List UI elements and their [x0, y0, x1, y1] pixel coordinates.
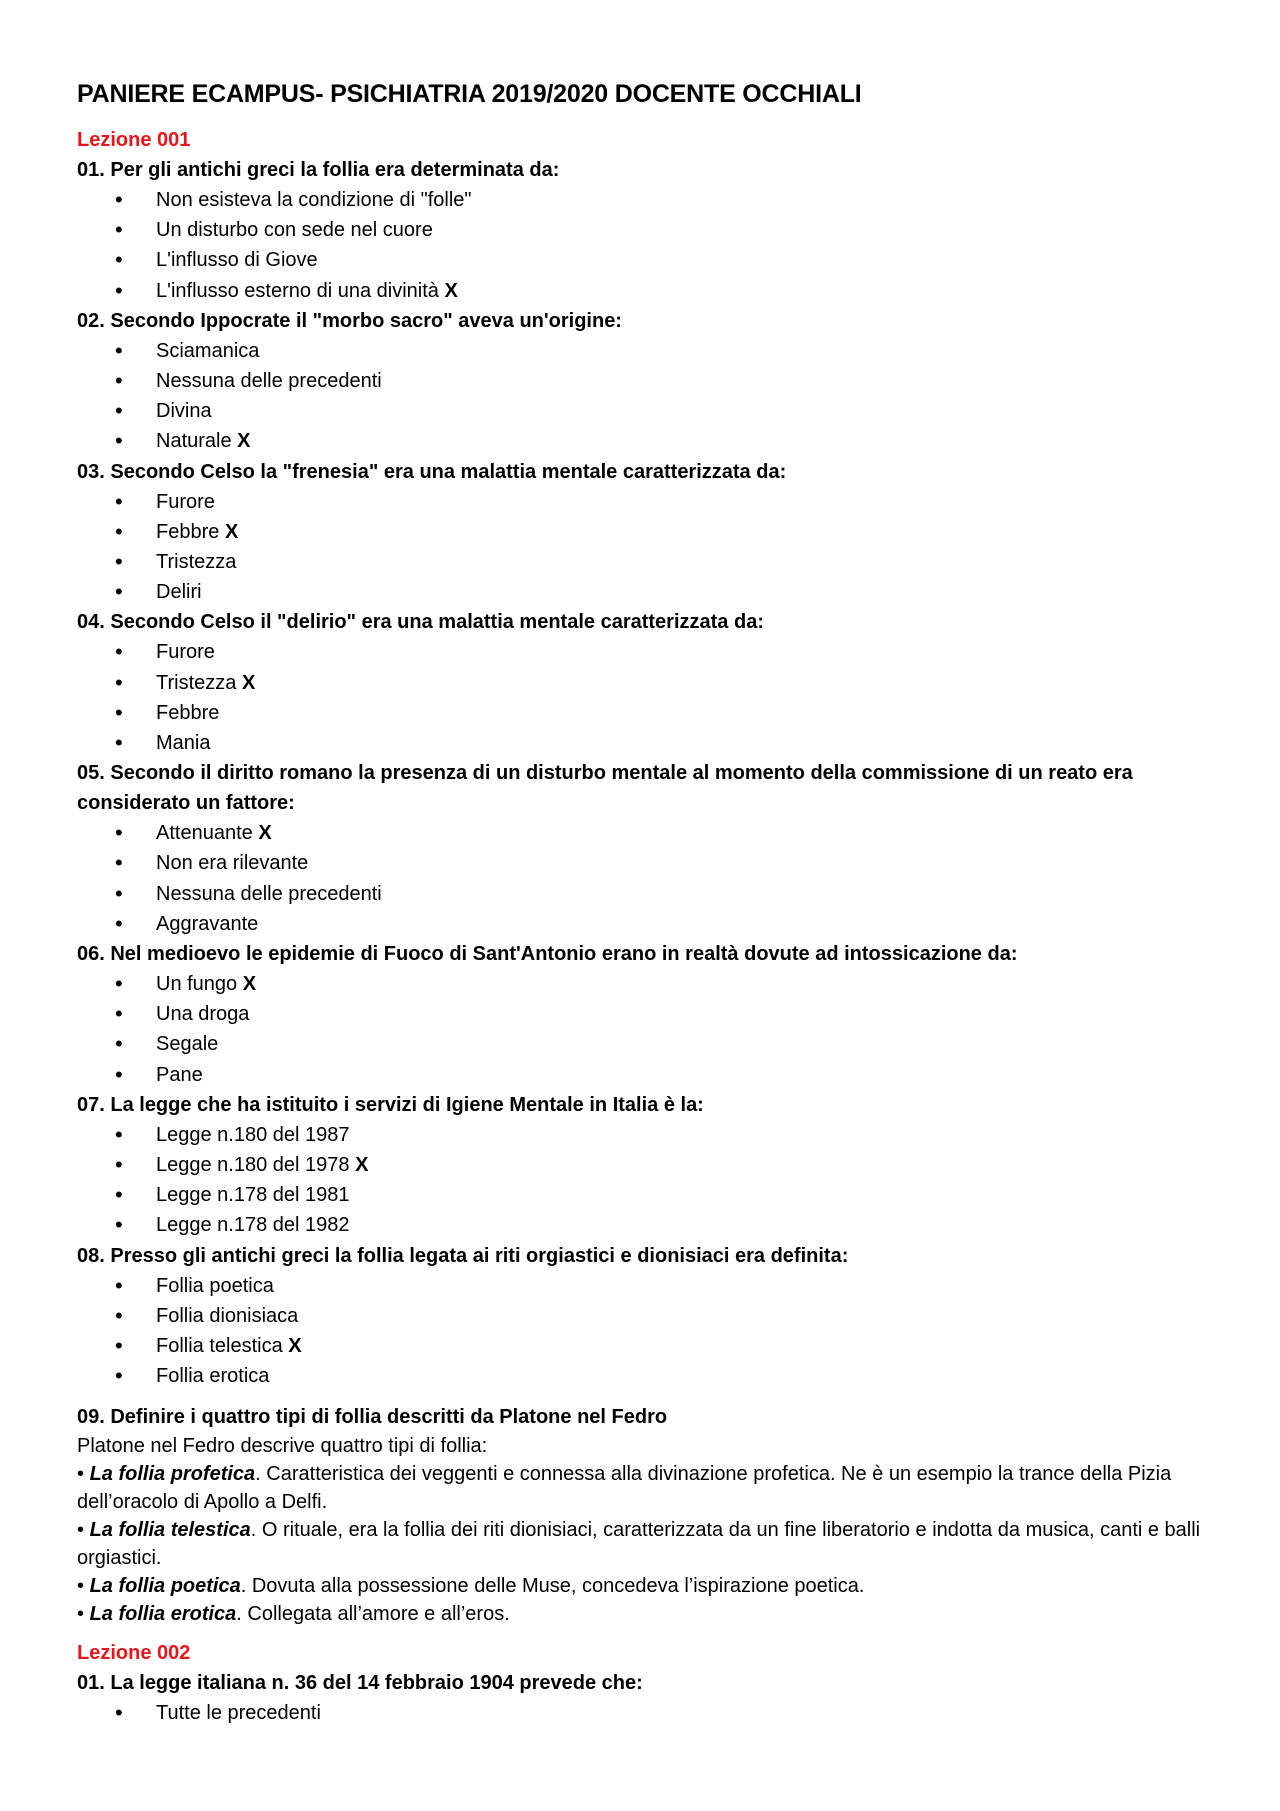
options-list [77, 487, 1217, 608]
correct-mark: X [224, 520, 239, 543]
answer-term: La follia erotica [89, 1602, 237, 1625]
option-item: • Legge n.180 del 1987 [77, 1120, 1217, 1150]
document-page [77, 80, 1217, 1728]
options-list [77, 336, 1217, 457]
option-item: • Nessuna delle precedenti [77, 366, 1217, 396]
question-block [77, 758, 1217, 939]
option-item: • Aggravante [77, 909, 1217, 939]
question-text: 04. Secondo Celso il "delirio" era una malattia mentale caratterizzata da: [77, 611, 764, 634]
question-text: 06. Nel medioevo le epidemie di Fuoco di Sant'Antonio erano in realtà dovute ad intossicazione da: [77, 943, 1018, 966]
lesson-label: Lezione 002 [77, 1641, 191, 1664]
option-item: • Tristezza X [77, 668, 1217, 698]
option-item: • Attenuante X [77, 818, 1217, 848]
lesson-section [77, 125, 1217, 1628]
correct-mark: X [237, 430, 251, 453]
option-item: • Febbre X [77, 517, 1217, 547]
options-list [77, 637, 1217, 758]
answer-item: • La follia telestica. O rituale, era la follia dei riti dionisiaci, caratterizzata da un fine liberatorio e indotta da musica, canti e balli orgiastici. [77, 1518, 1201, 1569]
option-item: • Furore [77, 487, 1217, 517]
option-item: • L'influsso di Giove [77, 245, 1217, 275]
question-text: 01. La legge italiana n. 36 del 14 febbraio 1904 prevede che: [77, 1671, 643, 1694]
option-item: • Tristezza [77, 547, 1217, 577]
question-text: 09. Definire i quattro tipi di follia descritti da Platone nel Fedro [77, 1405, 668, 1428]
question-text: 05. Secondo il diritto romano la presenza di un disturbo mentale al momento della commissione di un reato era considerato un fattore: [77, 762, 1133, 815]
options-list [77, 1120, 1217, 1241]
option-item: • Follia telestica X [77, 1331, 1217, 1361]
question-block [77, 1090, 1217, 1241]
options-list [77, 969, 1217, 1090]
option-item: • Tutte le precedenti [77, 1698, 1217, 1728]
correct-mark: X [258, 822, 272, 845]
option-item: • Deliri [77, 577, 1217, 607]
option-item: • Follia dionisiaca [77, 1301, 1217, 1331]
option-item: • Febbre [77, 698, 1217, 728]
option-item: • Non era rilevante [77, 848, 1217, 878]
correct-mark: X [242, 973, 257, 996]
answer-item: • La follia poetica. Dovuta alla possessione delle Muse, concedeva l’ispirazione poetica. [77, 1574, 865, 1597]
option-item: • Furore [77, 637, 1217, 667]
question-text: 03. Secondo Celso la "frenesia" era una malattia mentale caratterizzata da: [77, 460, 787, 483]
option-item: • Una droga [77, 999, 1217, 1029]
option-item: • Un disturbo con sede nel cuore [77, 215, 1217, 245]
option-item: • Mania [77, 728, 1217, 758]
option-item: • Follia erotica [77, 1361, 1217, 1391]
correct-mark: X [355, 1154, 369, 1177]
question-block [77, 939, 1217, 1090]
option-item: • Legge n.180 del 1978 X [77, 1150, 1217, 1180]
question-text: 02. Secondo Ippocrate il "morbo sacro" aveva un'origine: [77, 309, 622, 332]
options-list [77, 818, 1217, 939]
question-block [77, 306, 1217, 457]
options-list [77, 1698, 1217, 1728]
question-block [77, 1668, 1217, 1728]
question-text: 08. Presso gli antichi greci la follia legata ai riti orgiastici e dionisiaci era definita: [77, 1244, 849, 1267]
answer-term: La follia poetica [89, 1574, 241, 1597]
question-block [77, 457, 1217, 608]
option-item: • Sciamanica [77, 336, 1217, 366]
answer-term: La follia telestica [89, 1518, 251, 1541]
option-item: • L'influsso esterno di una divinità X [77, 276, 1217, 306]
correct-mark: X [241, 671, 256, 694]
option-item: • Follia poetica [77, 1271, 1217, 1301]
options-list [77, 1271, 1217, 1392]
option-item: • Segale [77, 1029, 1217, 1059]
correct-mark: X [444, 279, 458, 302]
answer-intro: Platone nel Fedro descrive quattro tipi di follia: [77, 1434, 488, 1457]
lesson-section [77, 1638, 1217, 1728]
option-item: • Naturale X [77, 426, 1217, 456]
answer-term: La follia profetica [89, 1462, 256, 1485]
option-item: • Divina [77, 396, 1217, 426]
option-item: • Legge n.178 del 1982 [77, 1210, 1217, 1240]
correct-mark: X [288, 1335, 302, 1358]
option-item: • Non esisteva la condizione di "folle" [77, 185, 1217, 215]
option-item: • Legge n.178 del 1981 [77, 1180, 1217, 1210]
option-item: • Pane [77, 1060, 1217, 1090]
answer-item: • La follia erotica. Collegata all’amore e all’eros. [77, 1602, 510, 1625]
option-item: • Nessuna delle precedenti [77, 879, 1217, 909]
question-block [77, 1241, 1217, 1392]
question-block [77, 607, 1217, 758]
lesson-label: Lezione 001 [77, 129, 191, 151]
question-text: 07. La legge che ha istituito i servizi di Igiene Mentale in Italia è la: [77, 1093, 704, 1116]
open-question-block [77, 1402, 1217, 1628]
answer-item: • La follia profetica. Caratteristica dei veggenti e connessa alla divinazione profetica. Ne è un esempio la trance della Pizia dell’oracolo di Apollo a Delfi. [77, 1462, 1172, 1513]
option-item: • Un fungo X [77, 969, 1217, 999]
document-title: PANIERE ECAMPUS- PSICHIATRIA 2019/2020 DOCENTE OCCHIALI [77, 80, 862, 108]
question-block [77, 155, 1217, 306]
options-list [77, 185, 1217, 306]
question-text: 01. Per gli antichi greci la follia era determinata da: [77, 159, 560, 181]
